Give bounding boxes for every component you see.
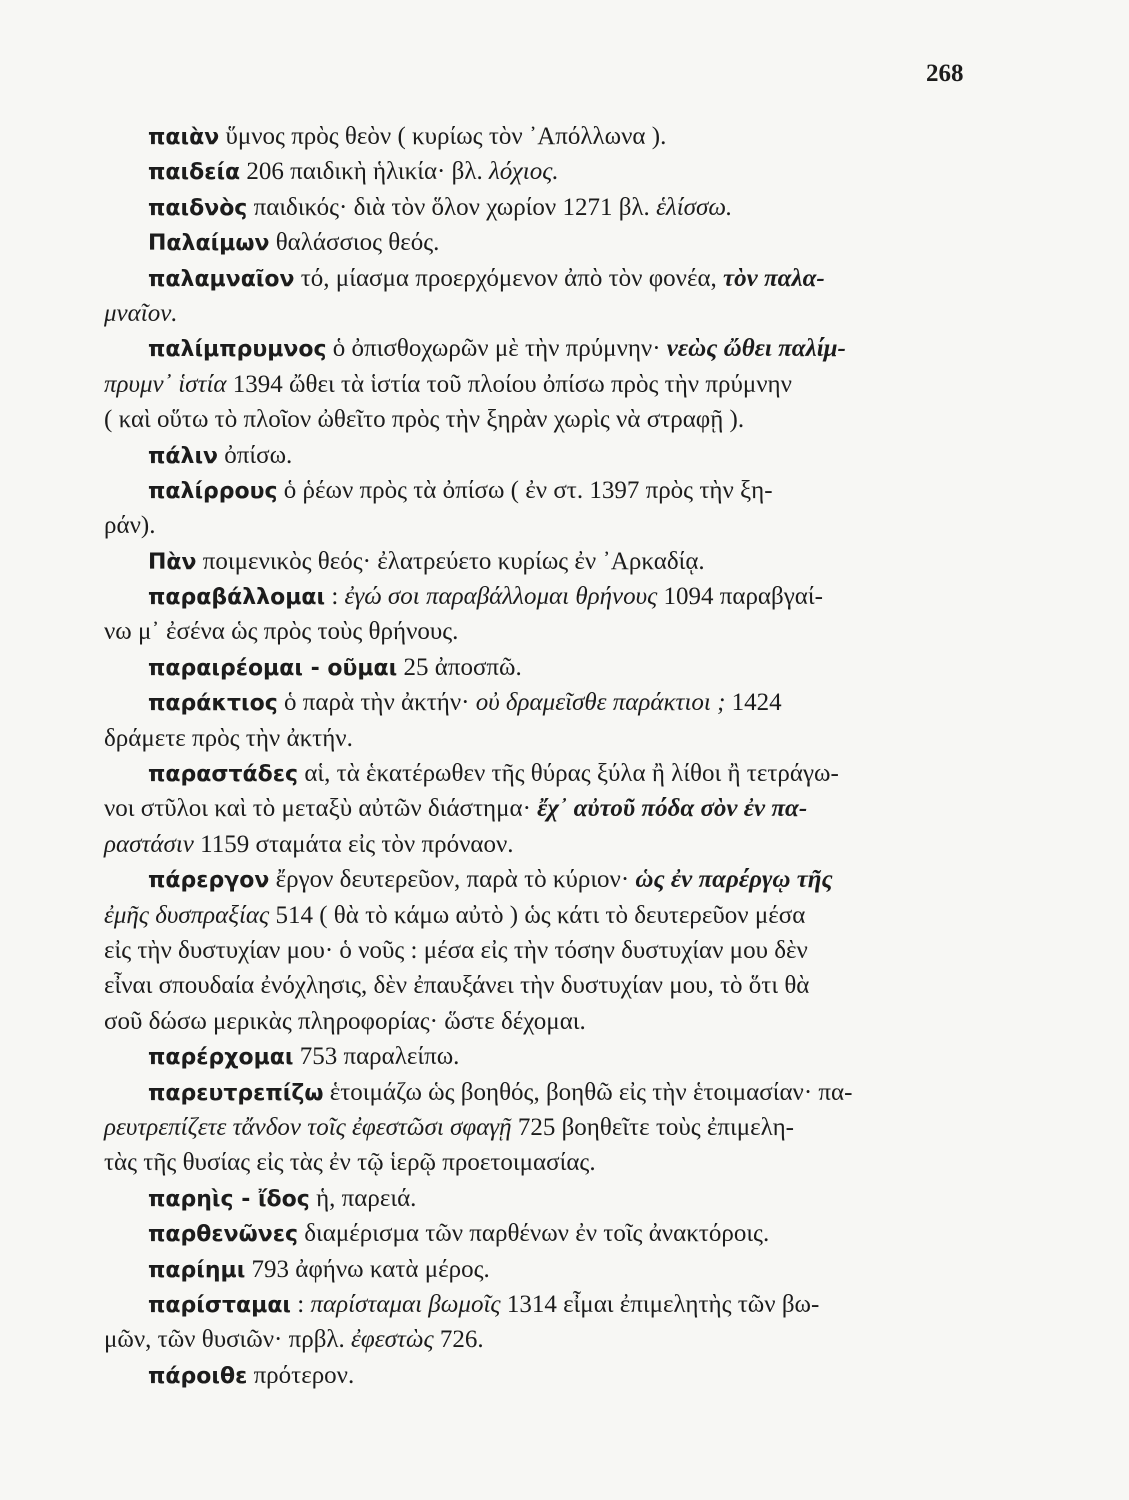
entry-first-line — [104, 119, 949, 154]
quotation: οὐ δραμεῖσθε παράκτιοι ; — [475, 689, 726, 717]
entry-continuation-line — [104, 367, 949, 402]
glossary-entry — [104, 190, 949, 225]
quotation: τὸν παλα- — [723, 264, 825, 292]
glossary-entry — [104, 579, 949, 650]
glossary-entry — [104, 473, 949, 544]
entry-first-line — [104, 438, 949, 473]
entry-first-line — [104, 579, 949, 614]
definition-text: ὁ ῥέων πρὸς τὰ ὀπίσω ( ἐν στ. 1397 πρὸς τὴν ξη- — [277, 476, 773, 504]
entry-first-line — [104, 685, 949, 720]
entry-first-line — [104, 154, 949, 189]
definition-text: νοι στῦλοι καὶ τὸ μεταξὺ αὐτῶν διάστημα· — [104, 795, 538, 823]
definition-text: εἰς τὴν δυστυχίαν μου· ὁ νοῦς : μέσα εἰς τὴν τόσην δυστυχίαν μου δὲν — [104, 936, 808, 964]
headword: παρθενῶνες — [148, 1222, 299, 1248]
glossary-entry — [104, 1287, 949, 1358]
definition-text: ὀπίσω. — [218, 441, 293, 469]
glossary-entry — [104, 650, 949, 685]
quotation: ρευτρεπίζετε τἄνδον τοῖς ἐφεστῶσι σφαγῇ — [104, 1113, 512, 1141]
definition-text: διαμέρισμα τῶν παρθένων ἐν τοῖς ἀνακτόροις. — [298, 1220, 770, 1248]
definition-text: θαλάσσιος θεός. — [269, 229, 440, 257]
glossary-entry — [104, 1252, 949, 1287]
headword: πάρεργον — [148, 868, 270, 894]
entry-first-line — [104, 1181, 949, 1216]
glossary-entry — [104, 756, 949, 862]
headword: Πὰν — [148, 549, 197, 575]
entry-first-line — [104, 650, 949, 685]
entry-continuation-line — [104, 791, 949, 826]
definition-text: 725 βοηθεῖτε τοὺς ἐπιμελη- — [511, 1113, 794, 1141]
glossary-entry — [104, 1039, 949, 1074]
headword: παραστάδες — [148, 762, 299, 788]
headword: παλαμναῖον — [148, 266, 295, 292]
headword: παρίημι — [148, 1257, 246, 1283]
definition-text: 1159 σταμάτα εἰς τὸν πρόναον. — [193, 830, 514, 858]
entry-continuation-line — [104, 933, 949, 968]
headword: παρέρχομαι — [148, 1045, 294, 1071]
definition-text: ὁ ὀπισθοχωρῶν μὲ τὴν πρύμνην· — [326, 335, 667, 363]
definition-text: 1424 — [725, 689, 782, 717]
quotation: ραστάσιν — [104, 830, 194, 858]
headword: παιδεία — [148, 160, 241, 186]
entry-continuation-line — [104, 827, 949, 862]
quotation: ἐμῆς δυσπραξίας — [104, 901, 270, 929]
quotation: ἐφεστὼς — [351, 1326, 434, 1354]
glossary-entry — [104, 261, 949, 332]
definition-text: 726. — [433, 1326, 484, 1354]
definition-text: 514 ( θὰ τὸ κάμω αὐτὸ ) ὡς κάτι τὸ δευτερεῦον μέσα — [269, 901, 806, 929]
definition-text: 206 παιδικὴ ἡλικία· βλ. — [240, 158, 489, 186]
entry-continuation-line — [104, 402, 949, 437]
definition-text: αἱ, τὰ ἑκατέρωθεν τῆς θύρας ξύλα ἢ λίθοι ἢ τετράγω- — [298, 760, 839, 788]
definition-text: ( καὶ οὕτω τὸ πλοῖον ὠθεῖτο πρὸς τὴν ξηρὰν χωρὶς νὰ στραφῇ ). — [104, 406, 745, 434]
entry-first-line — [104, 544, 949, 579]
entry-first-line — [104, 331, 949, 366]
definition-text: σοῦ δώσω μερικὰς πληροφορίας· ὥστε δέχομαι. — [104, 1007, 586, 1035]
entry-continuation-line — [104, 1004, 949, 1039]
glossary-entry — [104, 1075, 949, 1181]
glossary-entry — [104, 685, 949, 756]
definition-text: 793 ἀφήνω κατὰ μέρος. — [245, 1255, 490, 1283]
definition-text: ἔργον δευτερεῦον, παρὰ τὸ κύριον· — [269, 866, 636, 894]
definition-text: 1314 εἶμαι ἐπιμελητὴς τῶν βω- — [500, 1290, 820, 1318]
glossary-entry — [104, 862, 949, 1039]
headword: παιὰν — [148, 125, 220, 150]
entry-first-line — [104, 1216, 949, 1251]
quotation: παρίσταμαι βωμοῖς — [310, 1290, 501, 1318]
quotation: μναῖον. — [104, 299, 178, 327]
definition-text: μῶν, τῶν θυσιῶν· πρβλ. — [104, 1326, 352, 1354]
entry-continuation-line — [104, 721, 949, 756]
headword: παλίρρους — [148, 478, 278, 504]
glossary-entry — [104, 1216, 949, 1251]
definition-text: τό, μίασμα προερχόμενον ἀπὸ τὸν φονέα, — [294, 264, 724, 292]
definition-text: ἡ, παρειά. — [309, 1184, 417, 1212]
definition-text: 25 ἀποσπῶ. — [397, 653, 522, 681]
definition-text: 1094 παραβγαί- — [657, 583, 823, 611]
definition-text: ὕμνος πρὸς θεὸν ( κυρίως τὸν ᾿Απόλλωνα ). — [219, 123, 667, 150]
definition-text: : — [291, 1290, 311, 1318]
entry-continuation-line — [104, 898, 949, 933]
headword: παρίσταμαι — [148, 1292, 291, 1318]
definition-text: δράμετε πρὸς τὴν ἀκτήν. — [104, 724, 353, 752]
entry-continuation-line — [104, 296, 949, 331]
definition-text: : — [325, 583, 345, 611]
glossary-entry — [104, 438, 949, 473]
entry-first-line — [104, 261, 949, 296]
entry-continuation-line — [104, 614, 949, 649]
headword: πάροιθε — [148, 1363, 248, 1389]
quotation: νεὼς ὤθει παλίμ- — [666, 335, 846, 363]
entry-first-line — [104, 1358, 949, 1393]
definition-text: ὁ παρὰ τὴν ἀκτήν· — [277, 689, 476, 717]
entry-first-line — [104, 225, 949, 260]
entry-continuation-line — [104, 1145, 949, 1180]
entry-first-line — [104, 473, 949, 508]
headword: παλίμπρυμνος — [148, 337, 327, 363]
glossary-entry — [104, 225, 949, 260]
glossary-entry — [104, 1358, 949, 1393]
page-number: 268 — [926, 60, 964, 87]
definition-text: 1394 ὤθει τὰ ἱστία τοῦ πλοίου ὀπίσω πρὸς τὴν πρύμνην — [226, 370, 792, 398]
entry-continuation-line — [104, 1322, 949, 1357]
glossary-entry — [104, 154, 949, 189]
definition-text: ἑτοιμάζω ὡς βοηθός, βοηθῶ εἰς τὴν ἑτοιμασίαν· πα- — [323, 1078, 853, 1106]
entry-first-line — [104, 756, 949, 791]
glossary-entry — [104, 544, 949, 579]
headword: παρηὶς - ἴδος — [148, 1186, 310, 1212]
quotation: ἑλίσσω. — [656, 193, 733, 221]
entry-first-line — [104, 1252, 949, 1287]
quotation: ἔχ᾿ αὐτοῦ πόδα σὸν ἐν πα- — [537, 795, 808, 823]
headword: παράκτιος — [148, 691, 278, 717]
quotation: ἐγώ σοι παραβάλλομαι θρήνους — [344, 583, 658, 611]
definition-text: ποιμενικὸς θεός· ἐλατρεύετο κυρίως ἐν ᾿Αρκαδίᾳ. — [196, 547, 705, 575]
definition-text: 753 παραλείπω. — [293, 1043, 460, 1071]
entry-first-line — [104, 190, 949, 225]
headword: παραβάλλομαι — [148, 585, 326, 611]
definition-text: τὰς τῆς θυσίας εἰς τὰς ἐν τῷ ἱερῷ προετοιμασίας. — [104, 1149, 596, 1177]
entry-first-line — [104, 1075, 949, 1110]
entry-first-line — [104, 862, 949, 897]
entry-first-line — [104, 1287, 949, 1322]
quotation: λόχιος. — [488, 158, 559, 186]
entry-continuation-line — [104, 968, 949, 1003]
headword: πάλιν — [148, 443, 218, 469]
headword: παραιρέομαι - οῦμαι — [148, 655, 398, 681]
entry-first-line — [104, 1039, 949, 1074]
entry-continuation-line — [104, 1110, 949, 1145]
definition-text: ράν). — [104, 512, 156, 540]
glossary-entry — [104, 1181, 949, 1216]
quotation: πρυμν᾿ ἱστία — [104, 370, 227, 398]
headword: Παλαίμων — [148, 231, 270, 257]
glossary-entry — [104, 331, 949, 437]
quotation: ὡς ἐν παρέργῳ τῆς — [635, 866, 833, 894]
headword: παιδνὸς — [148, 195, 248, 221]
definition-text: πρότερον. — [247, 1361, 355, 1389]
glossary-text — [104, 119, 949, 1393]
definition-text: παιδικός· διὰ τὸν ὅλον χωρίον 1271 βλ. — [247, 193, 657, 221]
entry-continuation-line — [104, 508, 949, 543]
definition-text: εἶναι σπουδαία ἐνόχλησις, δὲν ἐπαυξάνει τὴν δυστυχίαν μου, τὸ ὅτι θὰ — [104, 972, 810, 1000]
glossary-entry — [104, 119, 949, 154]
headword: παρευτρεπίζω — [148, 1080, 324, 1106]
definition-text: νω μ᾿ ἐσένα ὡς πρὸς τοὺς θρήνους. — [104, 618, 459, 646]
